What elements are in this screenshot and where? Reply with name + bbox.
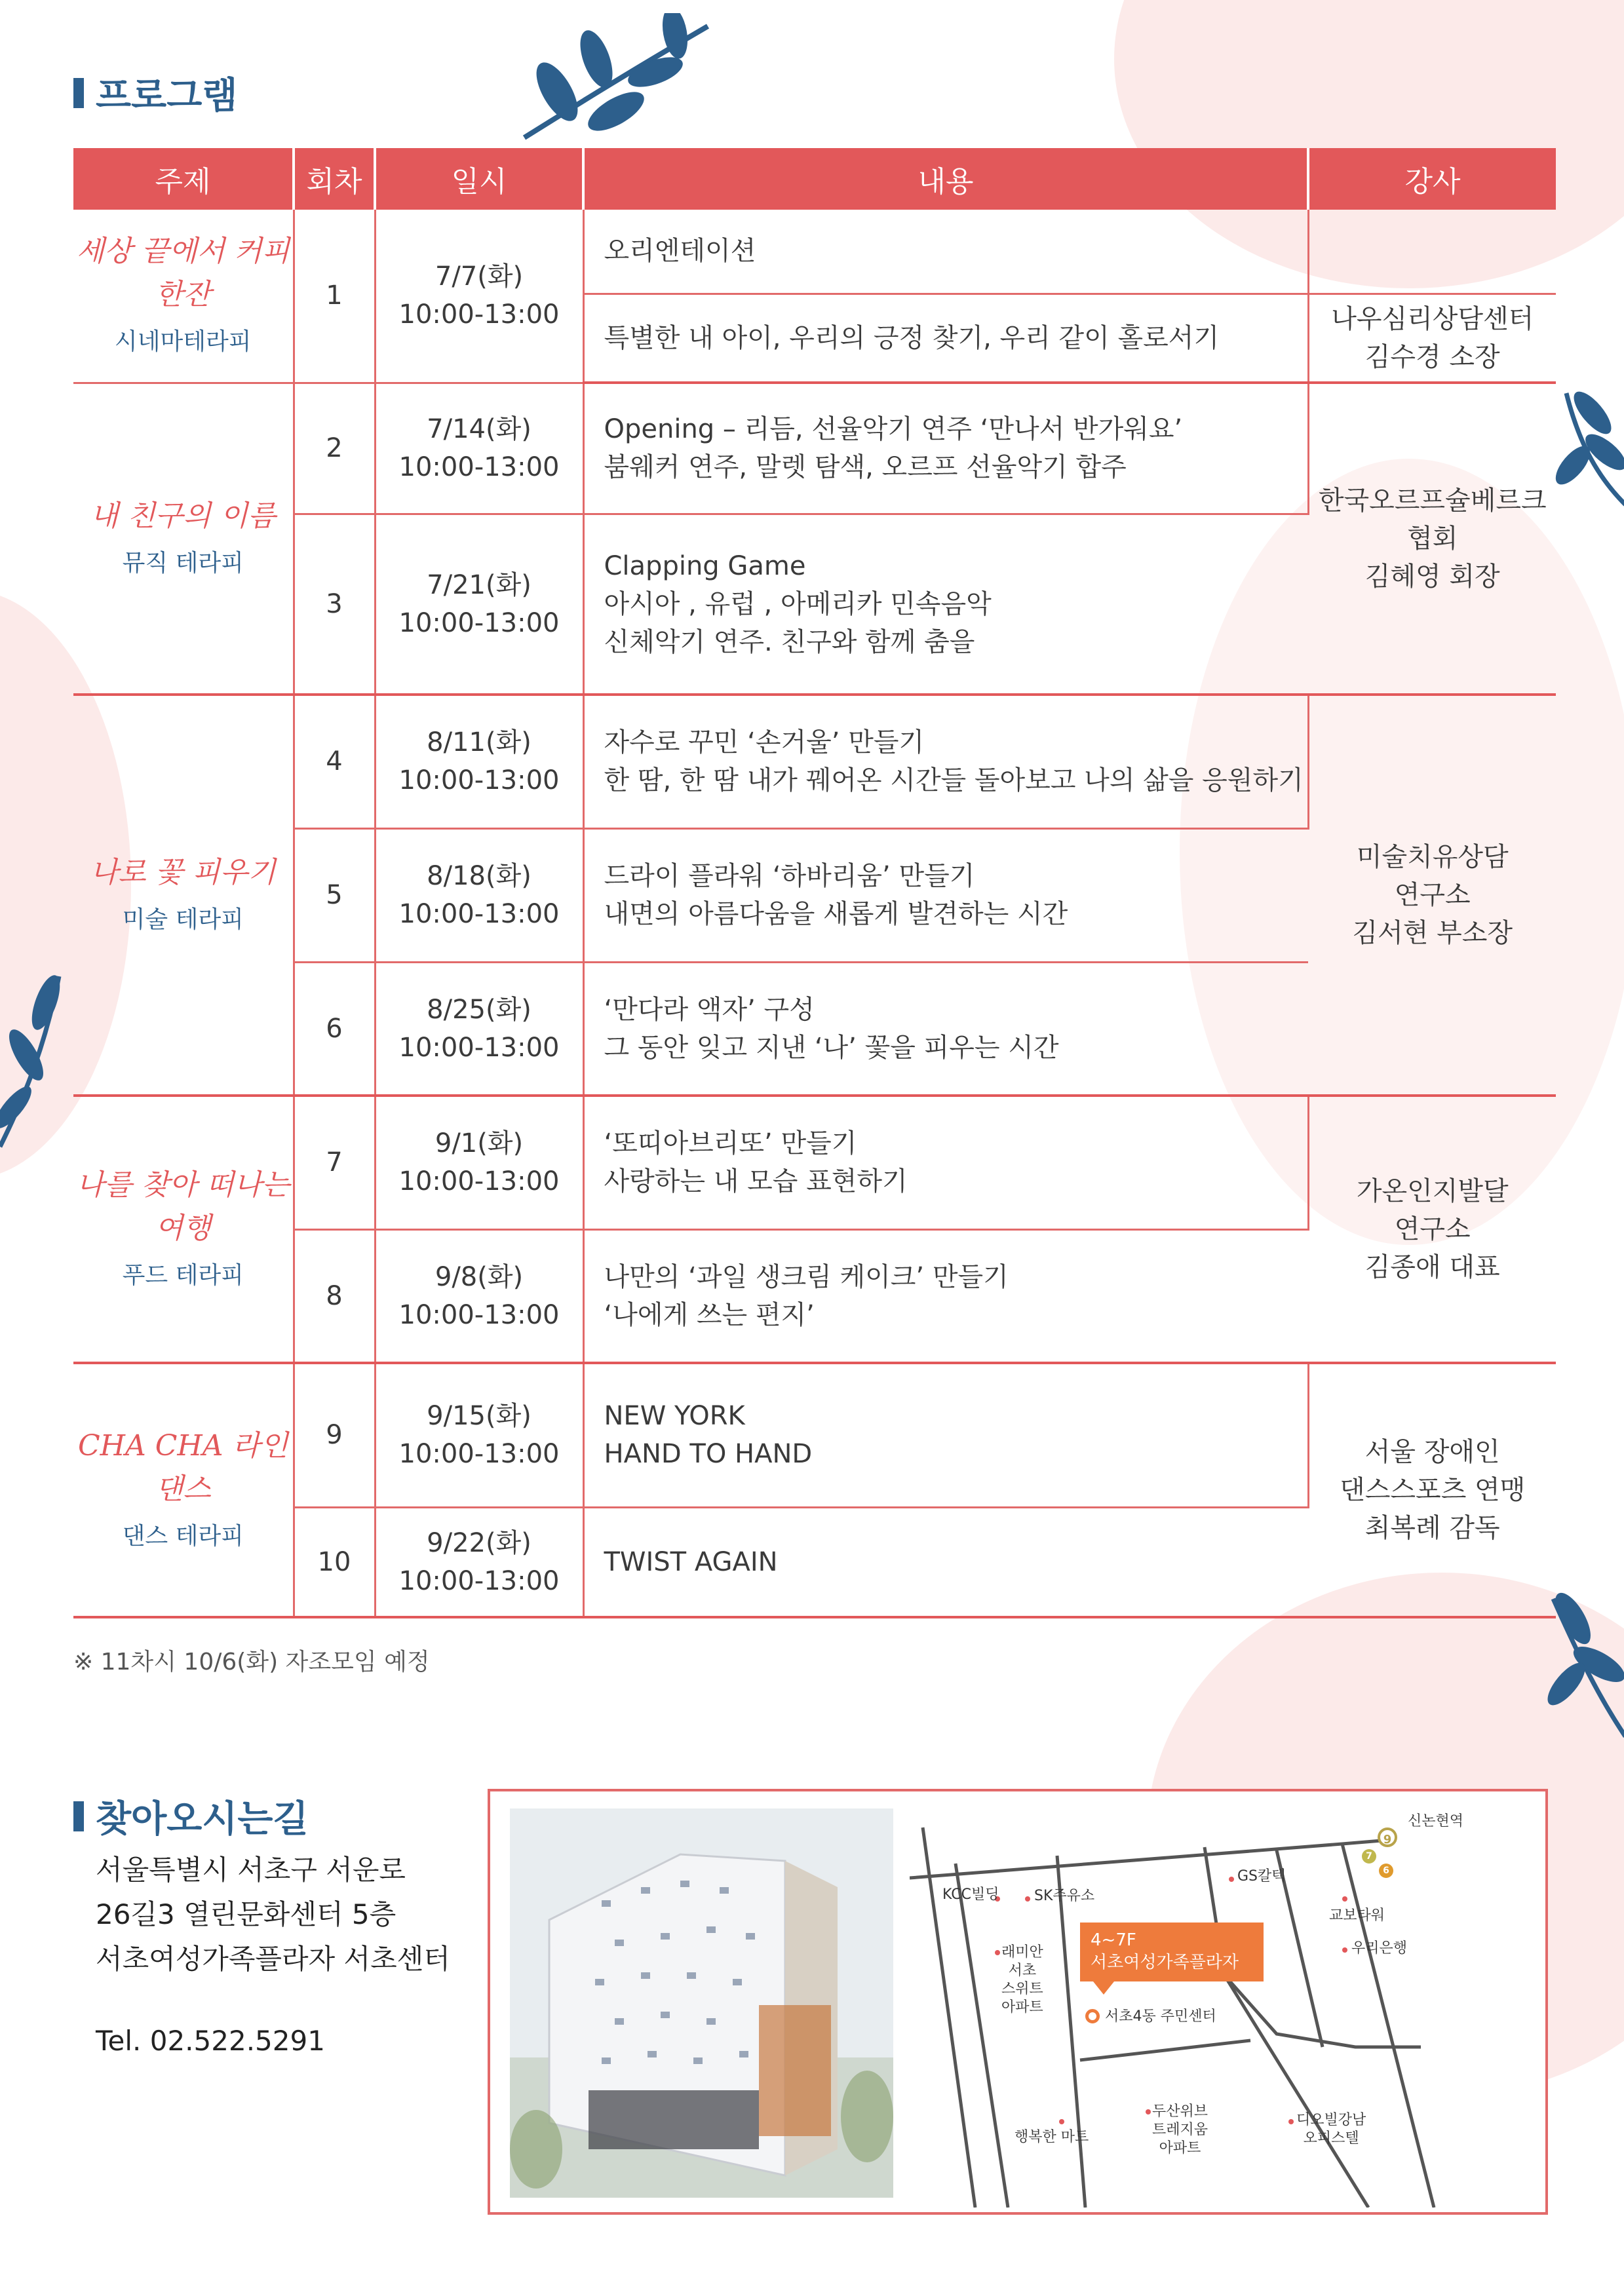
leaf-branch-icon: [511, 13, 727, 151]
session-content: NEW YORK HAND TO HAND: [583, 1363, 1308, 1507]
map-label: GS칼텍: [1237, 1868, 1286, 1885]
address-line: 26길3 열린문화센터 5층: [96, 1898, 396, 1930]
session-content: 나만의 ‘과일 생크림 케이크’ 만들기 ‘나에게 쓰는 편지’: [583, 1229, 1308, 1363]
theme-cell: [73, 695, 294, 1096]
title-mark: [73, 1801, 84, 1831]
session-content: 자수로 꾸민 ‘손거울’ 만들기 한 땀, 한 땀 내가 꿰어온 시간들 돌아보고 나의 삶을 응원하기: [583, 695, 1308, 828]
session-date: 7/7(화) 10:00-13:00: [375, 210, 583, 383]
theme-title: 나를 찾아 떠나는 여행: [76, 1168, 290, 1245]
table-row: [73, 695, 1556, 828]
theme-subtitle: 시네마테라피: [114, 328, 252, 356]
session-content: Opening – 리듬, 선율악기 연주 ‘만나서 반가워요’ 붐웨커 연주, 말렛 탐색, 오르프 선율악기 합주: [583, 383, 1308, 514]
address-line: 서울특별시 서초구 서운로: [96, 1854, 406, 1886]
session-number: 10: [294, 1507, 375, 1617]
footnote: ※ 11차시 10/6(화) 자조모임 예정: [73, 1649, 430, 1675]
subway-line-7-icon: 7: [1362, 1849, 1376, 1864]
map-marker: [995, 1950, 1000, 1955]
theme-title: 세상 끝에서 커피한잔: [76, 235, 290, 312]
theme-subtitle: 푸드 테라피: [122, 1262, 244, 1289]
session-number: 7: [294, 1096, 375, 1229]
telephone: Tel. 02.522.5291: [96, 2025, 325, 2057]
table-row: [73, 1363, 1556, 1507]
session-content: TWIST AGAIN: [583, 1507, 1308, 1617]
session-date: 8/11(화) 10:00-13:00: [375, 695, 583, 828]
header-date: 일시: [375, 148, 583, 210]
table-header-row: [73, 148, 1556, 210]
session-date: 9/8(화) 10:00-13:00: [375, 1229, 583, 1363]
location-map: [910, 1798, 1539, 2208]
leaf-branch-icon: [0, 963, 79, 1160]
table-row: [73, 210, 1556, 294]
title-mark: [73, 78, 84, 108]
session-number: 5: [294, 828, 375, 962]
station-label: 신논현역: [1408, 1813, 1464, 1829]
theme-subtitle: 뮤직 테라피: [122, 549, 244, 577]
building-illustration: [510, 1808, 893, 2198]
directions-title: 찾아오시는길: [96, 1798, 309, 1841]
map-marker: [1342, 1947, 1347, 1953]
leaf-branch-icon: [1547, 387, 1624, 518]
table-row: [73, 1096, 1556, 1229]
theme-subtitle: 미술 테라피: [122, 906, 244, 933]
map-label: KCC빌딩: [942, 1886, 999, 1903]
theme-cell: [73, 383, 294, 695]
lecturer: 서울 장애인 댄스스포츠 연맹 최복례 감독: [1308, 1363, 1556, 1617]
session-number: 1: [294, 210, 375, 383]
map-marker: [1059, 2119, 1064, 2124]
session-number: 2: [294, 383, 375, 514]
map-marker: [1229, 1877, 1234, 1882]
theme-subtitle: 댄스 테라피: [122, 1523, 244, 1550]
header-session: 회차: [294, 148, 375, 210]
directions-section-title: [73, 1790, 309, 1843]
session-content: ‘만다라 액자’ 구성 그 동안 잊고 지낸 ‘나’ 꽃을 피우는 시간: [583, 962, 1308, 1096]
map-label: 래미안 서초 스위트 아파트: [1001, 1944, 1043, 2016]
map-marker: [1288, 2119, 1294, 2124]
session-date: 7/14(화) 10:00-13:00: [375, 383, 583, 514]
program-table: [73, 148, 1556, 1618]
destination-callout: 4~7F 서초여성가족플라자: [1080, 1923, 1264, 1981]
header-theme: 주제: [73, 148, 294, 210]
map-marker: [1146, 2109, 1151, 2114]
program-title: 프로그램: [96, 75, 238, 117]
map-label: SK주유소: [1034, 1888, 1095, 1904]
lecturer: 한국오르프슐베르크 협회 김혜영 회장: [1308, 383, 1556, 695]
session-number: 8: [294, 1229, 375, 1363]
destination-marker-icon: [1085, 2009, 1100, 2023]
map-label: 행복한 마트: [1015, 2129, 1089, 2145]
address: [96, 1848, 450, 1981]
session-number: 9: [294, 1363, 375, 1507]
theme-title: 내 친구의 이름: [90, 499, 276, 533]
location-box: [488, 1789, 1548, 2215]
session-date: 8/25(화) 10:00-13:00: [375, 962, 583, 1096]
session-date: 9/22(화) 10:00-13:00: [375, 1507, 583, 1617]
lecturer: 가온인지발달 연구소 김종애 대표: [1308, 1096, 1556, 1363]
lecturer-cell-empty: [1308, 210, 1556, 294]
table-row: [73, 383, 1556, 514]
header-content: 내용: [583, 148, 1308, 210]
map-label: 디오빌강남 오피스텔: [1296, 2112, 1366, 2147]
session-date: 8/18(화) 10:00-13:00: [375, 828, 583, 962]
lecturer: 나우심리상담센터 김수경 소장: [1308, 294, 1556, 383]
map-label: 서초4동 주민센터: [1105, 2008, 1216, 2025]
session-content: 특별한 내 아이, 우리의 긍정 찾기, 우리 같이 홀로서기: [583, 294, 1308, 383]
map-label: 우리은행: [1351, 1940, 1408, 1957]
session-date: 9/1(화) 10:00-13:00: [375, 1096, 583, 1229]
address-line: 서초여성가족플라자 서초센터: [96, 1943, 450, 1975]
header-lecturer: 강사: [1308, 148, 1556, 210]
theme-title: CHA CHA 라인댄스: [77, 1429, 288, 1506]
session-date: 9/15(화) 10:00-13:00: [375, 1363, 583, 1507]
session-content: 드라이 플라워 ‘하바리움’ 만들기 내면의 아름다움을 새롭게 발견하는 시간: [583, 828, 1308, 962]
session-date: 7/21(화) 10:00-13:00: [375, 514, 583, 695]
subway-line-9-icon: 9: [1378, 1827, 1397, 1847]
session-content: ‘또띠아브리또’ 만들기 사랑하는 내 모습 표현하기: [583, 1096, 1308, 1229]
program-section-title: [73, 67, 237, 119]
map-marker: [1342, 1896, 1347, 1902]
session-number: 4: [294, 695, 375, 828]
subway-line-6-icon: 6: [1379, 1864, 1393, 1878]
theme-title: 나로 꽃 피우기: [90, 856, 276, 889]
lecturer: 미술치유상담 연구소 김서현 부소장: [1308, 695, 1556, 1096]
session-content: Clapping Game 아시아 , 유럽 , 아메리카 민속음악 신체악기 연주. 친구와 함께 춤을: [583, 514, 1308, 695]
theme-cell: [73, 1363, 294, 1617]
session-number: 3: [294, 514, 375, 695]
map-label: 두산위브 트레지움 아파트: [1152, 2103, 1208, 2156]
session-content: 오리엔테이션: [583, 210, 1308, 294]
map-label: 교보타워: [1329, 1907, 1385, 1924]
map-marker: [1025, 1896, 1030, 1902]
theme-cell: [73, 1096, 294, 1363]
theme-cell: [73, 210, 294, 383]
session-number: 6: [294, 962, 375, 1096]
